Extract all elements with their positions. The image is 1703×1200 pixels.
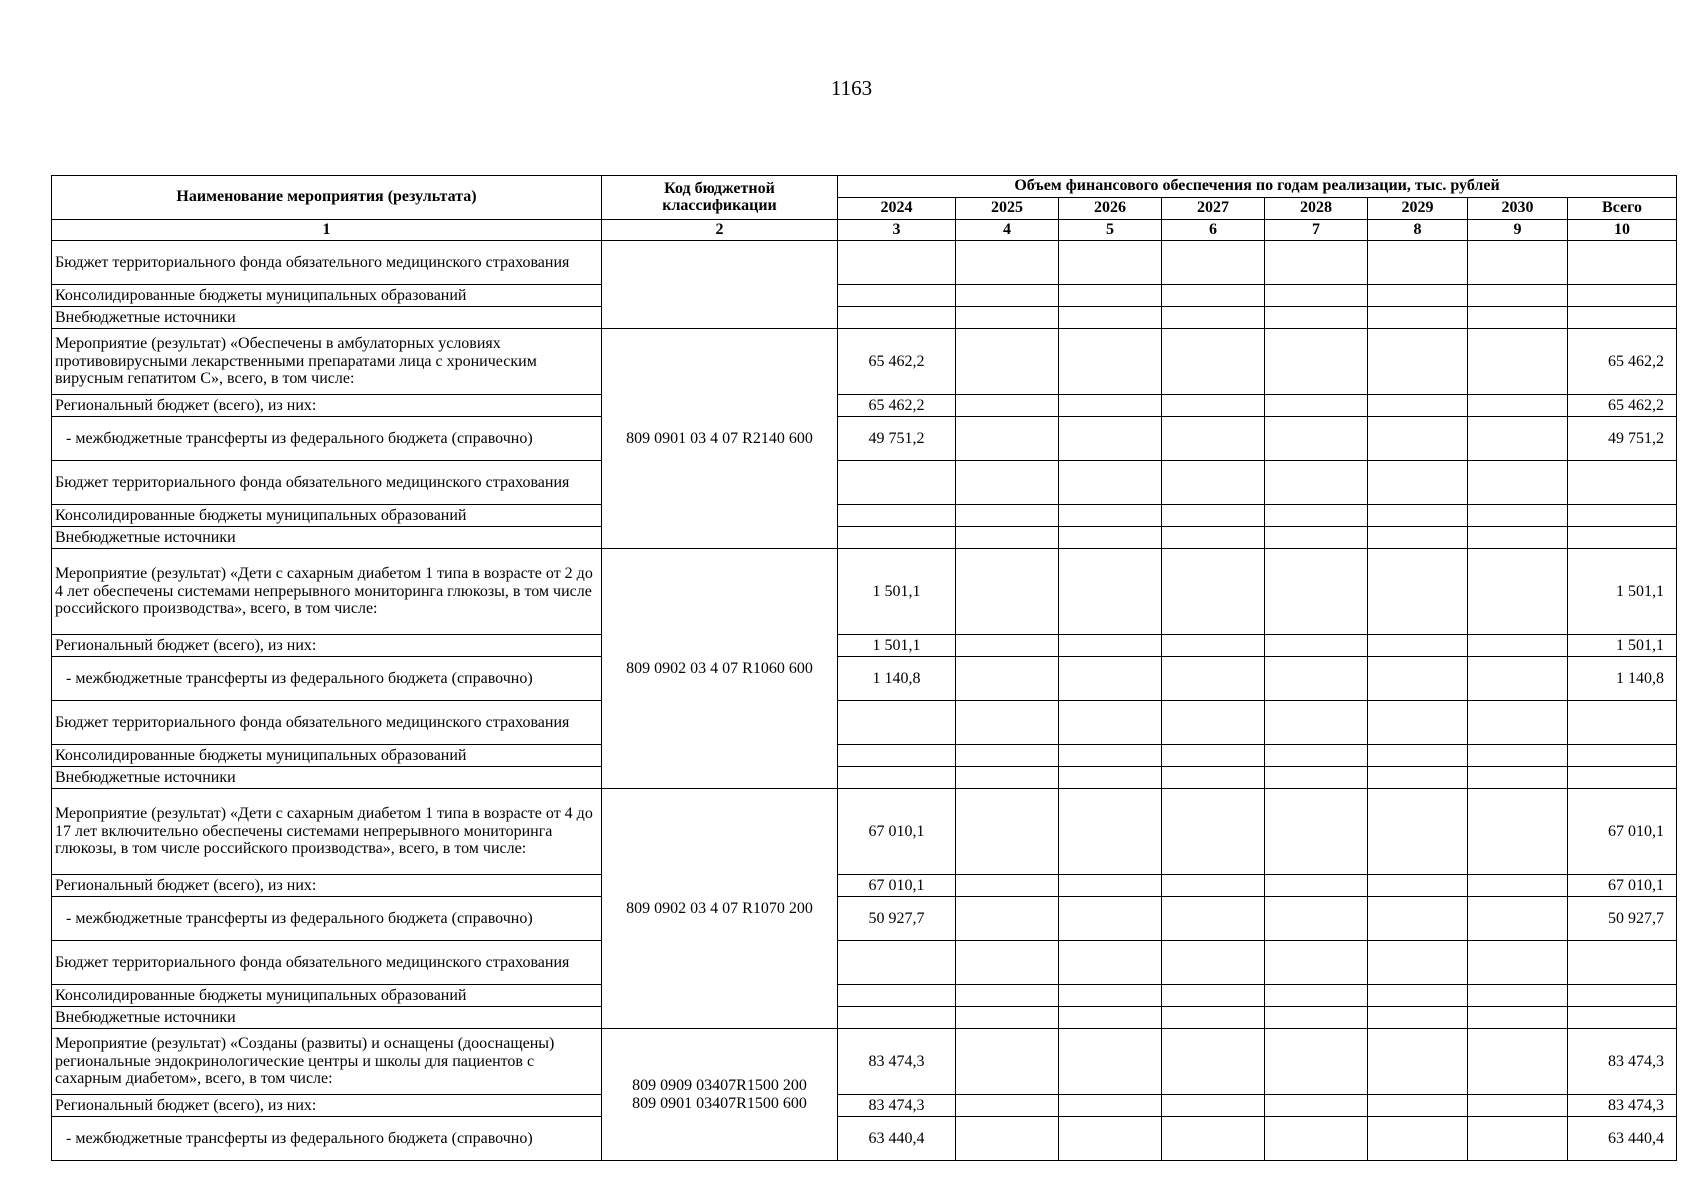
table-row <box>52 1117 1677 1161</box>
value-total: 50 927,7 <box>1568 897 1677 941</box>
value-2024: 67 010,1 <box>838 789 956 875</box>
value-empty <box>1368 875 1468 897</box>
row-name: Консолидированные бюджеты муниципальных образований <box>52 285 602 307</box>
table-row <box>52 897 1677 941</box>
value-empty <box>1265 657 1368 701</box>
value-empty <box>1468 527 1568 549</box>
value-empty <box>1368 1095 1468 1117</box>
header-funding: Объем финансового обеспечения по годам реализации, тыс. рублей <box>838 176 1677 198</box>
value-2024: 49 751,2 <box>838 417 956 461</box>
header-total: Всего <box>1568 198 1677 220</box>
value-total: 65 462,2 <box>1568 329 1677 395</box>
value-empty <box>1059 745 1162 767</box>
value-empty <box>1059 767 1162 789</box>
value-empty <box>1368 897 1468 941</box>
value-empty <box>1368 395 1468 417</box>
value-empty <box>956 1095 1059 1117</box>
value-total <box>1568 745 1677 767</box>
value-empty <box>1162 1095 1265 1117</box>
col-number: 1 <box>52 220 602 241</box>
value-empty <box>1265 635 1368 657</box>
header-year: 2025 <box>956 198 1059 220</box>
value-empty <box>1265 1007 1368 1029</box>
value-empty <box>1162 1007 1265 1029</box>
table-row <box>52 701 1677 745</box>
value-empty <box>1468 461 1568 505</box>
value-empty <box>1059 897 1162 941</box>
value-empty <box>1368 789 1468 875</box>
value-empty <box>1162 767 1265 789</box>
value-total: 49 751,2 <box>1568 417 1677 461</box>
row-name: Консолидированные бюджеты муниципальных образований <box>52 745 602 767</box>
table-row <box>52 307 1677 329</box>
value-empty <box>1468 285 1568 307</box>
value-empty <box>956 505 1059 527</box>
value-empty <box>1059 395 1162 417</box>
header-name: Наименование мероприятия (результата) <box>52 176 602 220</box>
table-row <box>52 1029 1677 1095</box>
value-empty <box>1368 461 1468 505</box>
value-2024 <box>838 307 956 329</box>
row-name: Внебюджетные источники <box>52 527 602 549</box>
value-empty <box>956 941 1059 985</box>
col-number: 7 <box>1265 220 1368 241</box>
value-empty <box>1468 241 1568 285</box>
value-empty <box>1265 395 1368 417</box>
value-empty <box>956 329 1059 395</box>
budget-code-line: 809 0909 03407R1500 200 <box>632 1076 807 1094</box>
value-empty <box>1059 635 1162 657</box>
table-row <box>52 745 1677 767</box>
col-number: 3 <box>838 220 956 241</box>
col-number: 4 <box>956 220 1059 241</box>
col-number: 10 <box>1568 220 1677 241</box>
value-2024 <box>838 241 956 285</box>
value-empty <box>1059 549 1162 635</box>
value-empty <box>1265 941 1368 985</box>
value-empty <box>1468 1117 1568 1161</box>
value-empty <box>1265 1029 1368 1095</box>
value-empty <box>956 241 1059 285</box>
value-total <box>1568 505 1677 527</box>
value-2024: 1 140,8 <box>838 657 956 701</box>
value-empty <box>1265 767 1368 789</box>
value-total: 1 501,1 <box>1568 549 1677 635</box>
value-empty <box>1162 527 1265 549</box>
value-total: 67 010,1 <box>1568 789 1677 875</box>
row-name: Внебюджетные источники <box>52 767 602 789</box>
value-empty <box>1265 1117 1368 1161</box>
table-row <box>52 549 1677 635</box>
value-empty <box>1059 461 1162 505</box>
value-empty <box>956 767 1059 789</box>
value-empty <box>1368 549 1468 635</box>
value-empty <box>1468 897 1568 941</box>
row-name: - межбюджетные трансферты из федерального бюджета (справочно) <box>52 657 602 701</box>
header-year: 2030 <box>1468 198 1568 220</box>
value-2024 <box>838 701 956 745</box>
value-total <box>1568 241 1677 285</box>
table-row <box>52 985 1677 1007</box>
page-number: 1163 <box>830 76 873 100</box>
value-empty <box>1368 329 1468 395</box>
value-empty <box>1468 657 1568 701</box>
value-empty <box>1162 875 1265 897</box>
value-empty <box>1468 767 1568 789</box>
row-name: Мероприятие (результат) «Дети с сахарным диабетом 1 типа в возрасте от 4 до 17 лет включительно обеспечены системами непрерывного мониторинга глюкозы, в том числе российского производства», всего, в том числе: <box>52 789 602 875</box>
value-empty <box>1265 789 1368 875</box>
value-empty <box>1468 745 1568 767</box>
table-row <box>52 1095 1677 1117</box>
value-empty <box>1162 417 1265 461</box>
budget-code-line: 809 0901 03407R1500 600 <box>632 1094 807 1112</box>
budget-code-line: 809 0902 03 4 07 R1070 200 <box>626 899 813 917</box>
value-total <box>1568 461 1677 505</box>
value-empty <box>1162 505 1265 527</box>
value-empty <box>1265 897 1368 941</box>
budget-code <box>602 549 838 789</box>
value-empty <box>1468 395 1568 417</box>
value-empty <box>1059 875 1162 897</box>
row-name: Бюджет территориального фонда обязательного медицинского страхования <box>52 941 602 985</box>
value-empty <box>1162 701 1265 745</box>
value-2024 <box>838 1007 956 1029</box>
value-empty <box>1162 329 1265 395</box>
value-empty <box>1265 329 1368 395</box>
value-empty <box>1265 307 1368 329</box>
value-empty <box>1468 635 1568 657</box>
value-empty <box>1468 701 1568 745</box>
table-row <box>52 329 1677 395</box>
value-empty <box>956 985 1059 1007</box>
value-empty <box>1162 241 1265 285</box>
value-empty <box>1162 657 1265 701</box>
value-empty <box>1059 285 1162 307</box>
value-empty <box>1368 417 1468 461</box>
row-name: Внебюджетные источники <box>52 1007 602 1029</box>
value-total <box>1568 285 1677 307</box>
value-empty <box>1265 1095 1368 1117</box>
value-empty <box>956 897 1059 941</box>
value-empty <box>1368 505 1468 527</box>
value-empty <box>1059 789 1162 875</box>
value-2024: 50 927,7 <box>838 897 956 941</box>
value-2024: 65 462,2 <box>838 329 956 395</box>
value-empty <box>1368 985 1468 1007</box>
value-empty <box>1162 549 1265 635</box>
value-empty <box>956 307 1059 329</box>
row-name: Консолидированные бюджеты муниципальных образований <box>52 985 602 1007</box>
row-name: Мероприятие (результат) «Обеспечены в амбулаторных условиях противовирусными лекарственными препаратами лица с хроническим вирусным гепатитом С», всего, в том числе: <box>52 329 602 395</box>
row-name: Региональный бюджет (всего), из них: <box>52 875 602 897</box>
row-name: Консолидированные бюджеты муниципальных образований <box>52 505 602 527</box>
value-empty <box>1059 657 1162 701</box>
table-row <box>52 285 1677 307</box>
table-row <box>52 1007 1677 1029</box>
value-empty <box>1162 897 1265 941</box>
value-empty <box>1468 549 1568 635</box>
value-empty <box>1059 241 1162 285</box>
value-empty <box>956 395 1059 417</box>
value-2024: 83 474,3 <box>838 1095 956 1117</box>
value-empty <box>1162 789 1265 875</box>
value-2024 <box>838 285 956 307</box>
value-empty <box>1162 285 1265 307</box>
value-empty <box>1162 461 1265 505</box>
value-empty <box>1368 1029 1468 1095</box>
value-empty <box>1265 745 1368 767</box>
budget-code <box>602 789 838 1029</box>
table-row <box>52 461 1677 505</box>
row-name: Мероприятие (результат) «Созданы (развиты) и оснащены (дооснащены) региональные эндокринологические центры и школы для пациентов с сахарным диабетом», всего, в том числе: <box>52 1029 602 1095</box>
value-empty <box>1265 285 1368 307</box>
table-row <box>52 635 1677 657</box>
value-empty <box>1368 527 1468 549</box>
value-empty <box>1368 657 1468 701</box>
budget-code <box>602 241 838 329</box>
col-number: 2 <box>602 220 838 241</box>
value-2024 <box>838 461 956 505</box>
row-name: Мероприятие (результат) «Дети с сахарным диабетом 1 типа в возрасте от 2 до 4 лет обеспечены системами непрерывного мониторинга глюкозы, в том числе российского производства», всего, в том числе: <box>52 549 602 635</box>
budget-code <box>602 329 838 549</box>
value-empty <box>1265 241 1368 285</box>
budget-code-line: 809 0901 03 4 07 R2140 600 <box>626 429 813 447</box>
value-2024: 83 474,3 <box>838 1029 956 1095</box>
value-empty <box>1265 461 1368 505</box>
value-empty <box>1468 417 1568 461</box>
row-name: Региональный бюджет (всего), из них: <box>52 395 602 417</box>
value-empty <box>1162 941 1265 985</box>
value-empty <box>956 745 1059 767</box>
value-empty <box>1162 395 1265 417</box>
value-empty <box>1059 941 1162 985</box>
table-row <box>52 417 1677 461</box>
value-empty <box>1162 1029 1265 1095</box>
header-year: 2026 <box>1059 198 1162 220</box>
value-2024: 1 501,1 <box>838 635 956 657</box>
table-row <box>52 241 1677 285</box>
value-empty <box>956 527 1059 549</box>
table-row <box>52 789 1677 875</box>
header-year: 2024 <box>838 198 956 220</box>
table-row <box>52 527 1677 549</box>
value-empty <box>1368 285 1468 307</box>
value-empty <box>1162 745 1265 767</box>
value-empty <box>956 875 1059 897</box>
value-total: 83 474,3 <box>1568 1095 1677 1117</box>
value-total <box>1568 767 1677 789</box>
value-total <box>1568 701 1677 745</box>
header-year: 2028 <box>1265 198 1368 220</box>
col-number: 6 <box>1162 220 1265 241</box>
value-empty <box>1059 1095 1162 1117</box>
value-2024 <box>838 985 956 1007</box>
value-empty <box>1368 941 1468 985</box>
table-row <box>52 505 1677 527</box>
value-empty <box>1265 875 1368 897</box>
row-name: Бюджет территориального фонда обязательного медицинского страхования <box>52 701 602 745</box>
value-2024: 65 462,2 <box>838 395 956 417</box>
value-empty <box>956 285 1059 307</box>
value-total <box>1568 527 1677 549</box>
value-empty <box>1059 527 1162 549</box>
value-empty <box>1468 875 1568 897</box>
value-2024: 67 010,1 <box>838 875 956 897</box>
header-year: 2027 <box>1162 198 1265 220</box>
value-empty <box>956 549 1059 635</box>
value-total <box>1568 307 1677 329</box>
table-row <box>52 767 1677 789</box>
col-number: 5 <box>1059 220 1162 241</box>
row-name: Региональный бюджет (всего), из них: <box>52 635 602 657</box>
value-empty <box>1468 329 1568 395</box>
value-2024: 1 501,1 <box>838 549 956 635</box>
value-total: 67 010,1 <box>1568 875 1677 897</box>
value-total: 1 501,1 <box>1568 635 1677 657</box>
header-code: Код бюджетной классификации <box>602 176 838 220</box>
value-empty <box>1265 505 1368 527</box>
value-empty <box>1368 241 1468 285</box>
value-empty <box>956 657 1059 701</box>
budget-code-line: 809 0902 03 4 07 R1060 600 <box>626 659 813 677</box>
value-empty <box>1368 307 1468 329</box>
value-total <box>1568 1007 1677 1029</box>
value-total <box>1568 941 1677 985</box>
value-empty <box>1368 635 1468 657</box>
value-total: 83 474,3 <box>1568 1029 1677 1095</box>
value-empty <box>1368 1007 1468 1029</box>
value-empty <box>1059 1117 1162 1161</box>
row-name: Внебюджетные источники <box>52 307 602 329</box>
value-empty <box>1265 417 1368 461</box>
value-2024: 63 440,4 <box>838 1117 956 1161</box>
col-number: 8 <box>1368 220 1468 241</box>
row-name: - межбюджетные трансферты из федерального бюджета (справочно) <box>52 897 602 941</box>
value-empty <box>956 417 1059 461</box>
value-empty <box>1468 789 1568 875</box>
value-empty <box>1265 527 1368 549</box>
value-empty <box>956 635 1059 657</box>
value-empty <box>1059 985 1162 1007</box>
value-2024 <box>838 505 956 527</box>
budget-table <box>51 175 1677 1161</box>
row-name: Бюджет территориального фонда обязательного медицинского страхования <box>52 241 602 285</box>
row-name: Региональный бюджет (всего), из них: <box>52 1095 602 1117</box>
value-empty <box>1468 941 1568 985</box>
value-empty <box>956 789 1059 875</box>
value-empty <box>1368 767 1468 789</box>
value-empty <box>1162 635 1265 657</box>
row-name: - межбюджетные трансферты из федерального бюджета (справочно) <box>52 417 602 461</box>
value-total: 1 140,8 <box>1568 657 1677 701</box>
value-empty <box>956 701 1059 745</box>
value-empty <box>1059 701 1162 745</box>
value-empty <box>1368 1117 1468 1161</box>
value-empty <box>1265 701 1368 745</box>
value-empty <box>1468 505 1568 527</box>
value-empty <box>1468 985 1568 1007</box>
value-empty <box>1368 701 1468 745</box>
value-empty <box>956 461 1059 505</box>
table-row <box>52 875 1677 897</box>
value-empty <box>1468 1029 1568 1095</box>
budget-code <box>602 1029 838 1161</box>
value-empty <box>1162 307 1265 329</box>
table-row <box>52 395 1677 417</box>
header-year: 2029 <box>1368 198 1468 220</box>
value-empty <box>1059 307 1162 329</box>
value-2024 <box>838 745 956 767</box>
value-empty <box>1468 1095 1568 1117</box>
row-name: Бюджет территориального фонда обязательного медицинского страхования <box>52 461 602 505</box>
col-number: 9 <box>1468 220 1568 241</box>
value-empty <box>956 1029 1059 1095</box>
value-empty <box>1059 417 1162 461</box>
value-empty <box>1059 505 1162 527</box>
value-total: 65 462,2 <box>1568 395 1677 417</box>
value-2024 <box>838 767 956 789</box>
value-empty <box>1468 307 1568 329</box>
value-empty <box>1059 329 1162 395</box>
value-2024 <box>838 527 956 549</box>
value-empty <box>1059 1007 1162 1029</box>
value-total <box>1568 985 1677 1007</box>
value-empty <box>956 1117 1059 1161</box>
value-empty <box>1265 549 1368 635</box>
table-row <box>52 657 1677 701</box>
value-empty <box>1059 1029 1162 1095</box>
value-total: 63 440,4 <box>1568 1117 1677 1161</box>
table-row <box>52 941 1677 985</box>
row-name: - межбюджетные трансферты из федерального бюджета (справочно) <box>52 1117 602 1161</box>
value-empty <box>956 1007 1059 1029</box>
value-empty <box>1468 1007 1568 1029</box>
value-empty <box>1265 985 1368 1007</box>
value-empty <box>1162 1117 1265 1161</box>
value-empty <box>1368 745 1468 767</box>
value-2024 <box>838 941 956 985</box>
value-empty <box>1162 985 1265 1007</box>
